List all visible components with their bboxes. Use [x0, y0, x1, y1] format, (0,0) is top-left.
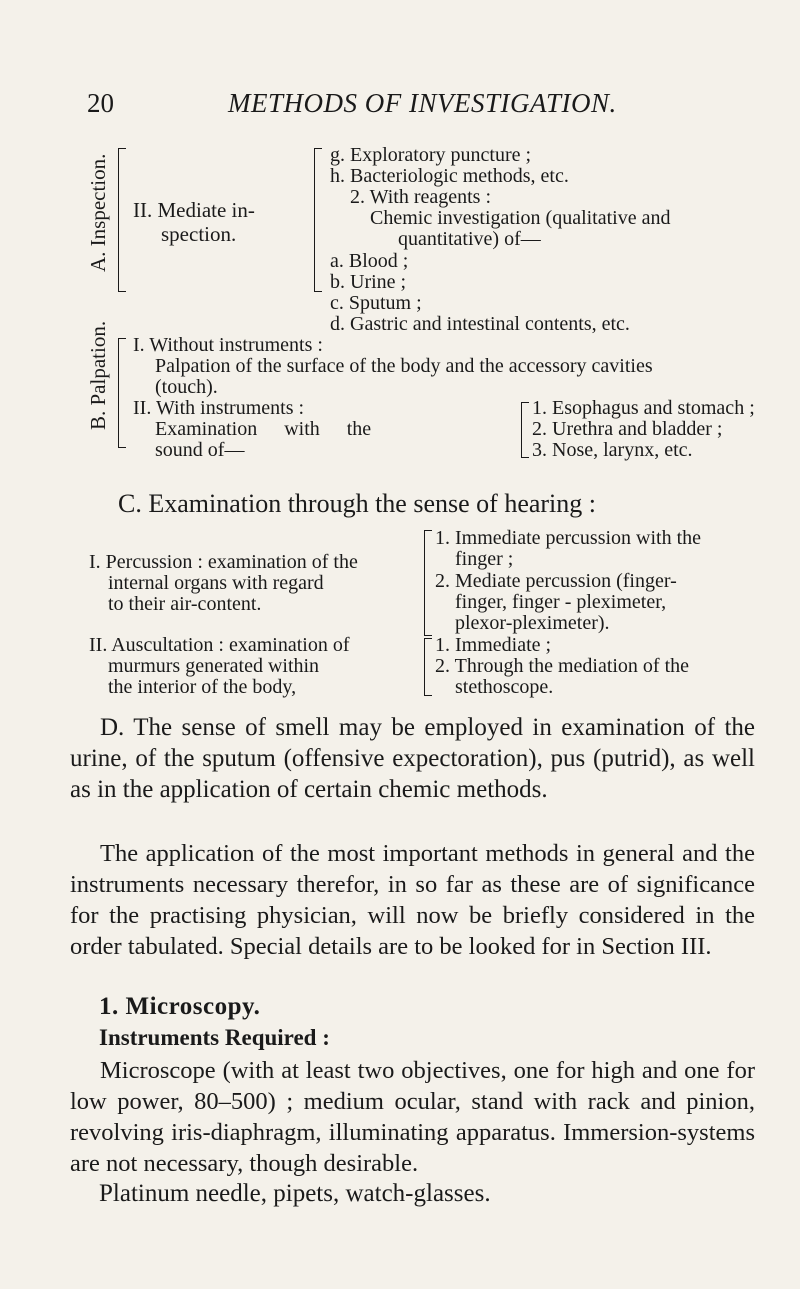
percussion-line-1: I. Percussion : examination of the [89, 551, 358, 573]
page-number: 20 [87, 88, 114, 118]
palpation-line-4: II. With instruments : [133, 397, 305, 419]
auscultation-brace [424, 638, 425, 696]
sound-brace [521, 402, 522, 458]
inspection-item-reagents: 2. With reagents : [350, 186, 492, 208]
palpation-side-label: B. Palpation. [86, 320, 110, 430]
auscultation-item-1: 1. Immediate ; [435, 634, 552, 656]
smell-paragraph: D. The sense of smell may be employed in examination of the urine, of the sputum (offensive expectoration), pus (putrid), as well as in the application of certain chemic methods. [70, 714, 755, 803]
inspection-item-sputum: c. Sputum ; [330, 292, 422, 314]
auscultation-line-1: II. Auscultation : examination of [89, 634, 350, 656]
methods-paragraph: The application of the most important methods in general and the instruments necessary therefor, in so far as these are of significance for the practising physician, will now be briefly considered in the order tabulated. Special details are to be looked for in Section III. [70, 840, 755, 960]
mediate-inspection-label-2: spection. [161, 222, 237, 246]
sound-item-1: 1. Esophagus and stomach ; [532, 397, 755, 419]
microscopy-last-line: Platinum needle, pipets, watch-glasses. [99, 1180, 491, 1207]
percussion-item-1: 1. Immediate percussion with the [435, 527, 702, 549]
mediate-inspection-label-1: II. Mediate in- [133, 198, 255, 222]
palpation-brace [118, 338, 119, 448]
palpation-line-1: I. Without instruments : [133, 334, 323, 356]
percussion-item-4: finger, finger - pleximeter, [455, 591, 667, 613]
percussion-line-3: to their air-content. [108, 593, 262, 615]
instruments-required-heading: Instruments Required : [99, 1025, 330, 1050]
percussion-item-5: plexor-pleximeter). [455, 612, 610, 634]
palpation-line-2: Palpation of the surface of the body and the accessory cavities [155, 355, 653, 377]
auscultation-item-2: 2. Through the mediation of the [435, 655, 690, 677]
palpation-line-3: (touch). [155, 376, 218, 398]
microscopy-paragraph: Microscope (with at least two objectives, one for high and one for low power, 80–500) ; medium ocular, stand with rack and pinion, revolving iris-diaphragm, illuminating apparatus. Immersion-systems are not necessary, though desirable. [70, 1057, 755, 1177]
sound-item-3: 3. Nose, larynx, etc. [532, 439, 693, 461]
percussion-item-3: 2. Mediate percussion (finger- [435, 570, 677, 592]
percussion-brace [424, 530, 425, 636]
inspection-item-gastric: d. Gastric and intestinal contents, etc. [330, 313, 630, 335]
hearing-heading: C. Examination through the sense of hearing : [118, 489, 597, 518]
inspection-inner-brace [314, 148, 315, 292]
inspection-item-g: g. Exploratory puncture ; [330, 144, 532, 166]
inspection-item-urine: b. Urine ; [330, 271, 407, 293]
inspection-side-label: A. Inspection. [86, 153, 110, 272]
percussion-line-2: internal organs with regard [108, 572, 324, 594]
inspection-outer-brace [118, 148, 119, 292]
microscopy-heading: 1. Microscopy. [99, 993, 261, 1020]
inspection-item-h: h. Bacteriologic methods, etc. [330, 165, 569, 187]
inspection-item-blood: a. Blood ; [330, 250, 409, 272]
palpation-line-5: Examination with the [155, 418, 372, 440]
auscultation-line-2: murmurs generated within [108, 655, 320, 677]
percussion-item-2: finger ; [455, 548, 514, 570]
running-title: METHODS OF INVESTIGATION. [228, 88, 617, 118]
sound-item-2: 2. Urethra and bladder ; [532, 418, 723, 440]
inspection-item-quantitative: quantitative) of— [398, 228, 541, 250]
auscultation-line-3: the interior of the body, [108, 676, 297, 698]
palpation-line-6: sound of— [155, 439, 245, 461]
inspection-item-chemic: Chemic investigation (qualitative and [370, 207, 671, 229]
auscultation-item-3: stethoscope. [455, 676, 554, 698]
